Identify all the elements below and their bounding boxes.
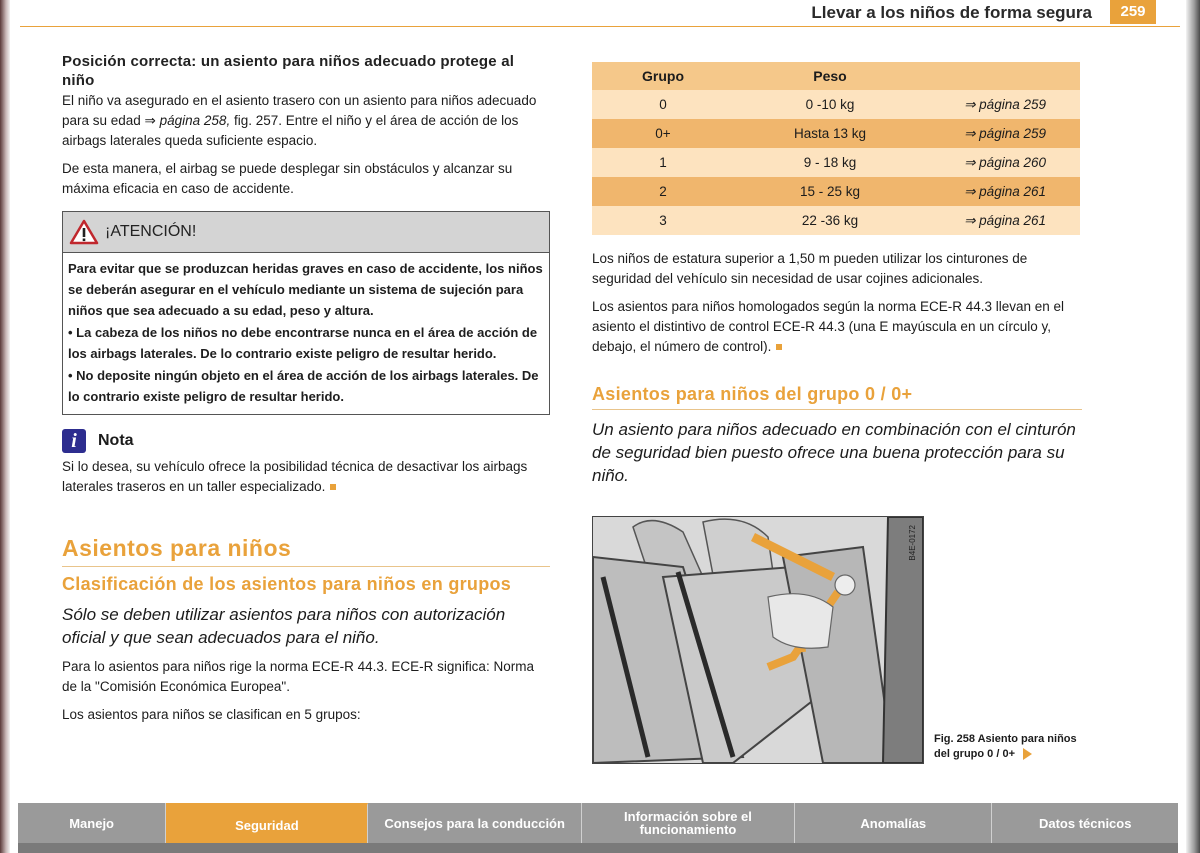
- page-reference-link[interactable]: ⇒ página 261: [926, 177, 1080, 206]
- rear-seat-child-seat-illustration: [593, 517, 923, 763]
- column-header: Peso: [734, 62, 926, 90]
- position-paragraph: [62, 91, 550, 151]
- note-header: [62, 429, 550, 453]
- note-title: Nota: [98, 432, 134, 449]
- lead-paragraph: Sólo se deben utilizar asientos para niños con autorización oficial y que sean adecuados para el niño.: [62, 605, 506, 647]
- right-column: [592, 62, 1082, 760]
- table-row: [592, 90, 1080, 119]
- norm-paragraph: Para lo asientos para niños rige la norma ECE-R 44.3. ECE-R significa: Norma de la "Comisión Económica Europea".: [62, 659, 534, 694]
- group-cell: 2: [592, 177, 734, 206]
- column-header: Grupo: [592, 62, 734, 90]
- warning-title: ¡ATENCIÓN!: [105, 223, 197, 240]
- tab-datos-tecnicos[interactable]: Datos técnicos: [1038, 815, 1132, 831]
- page-reference-link[interactable]: ⇒ página 261: [926, 206, 1080, 235]
- figure-illustration: [592, 516, 924, 764]
- warning-bullet: • La cabeza de los niños no debe encontrarse nunca en el área de acción de los airbags laterales. De lo contrario existe peligro de resultar herido.: [68, 325, 538, 361]
- warning-body: [63, 253, 549, 414]
- section-title: Asientos para niños: [62, 535, 292, 561]
- tab-manejo[interactable]: Manejo: [18, 803, 166, 843]
- text-run: Los asientos para niños homologados según la norma ECE-R 44.3 llevan en el asiento el distintivo de control ECE-R 44.3 (una E mayúscula en un círculo y, debajo, el número de control).: [592, 299, 1065, 354]
- table-row: [592, 177, 1080, 206]
- text-run: El niño va asegurado en el asiento trasero con un asiento para niños adecuado para su edad ⇒: [62, 93, 537, 128]
- weight-cell: 9 - 18 kg: [734, 148, 926, 177]
- text-run: fig. 257. Entre el niño y el área de acción de los airbags laterales queda suficiente espacio.: [62, 113, 519, 148]
- weight-cell: 15 - 25 kg: [734, 177, 926, 206]
- groups-table: [592, 62, 1080, 235]
- page-reference-link[interactable]: ⇒ página 260: [926, 148, 1080, 177]
- page-reference-link[interactable]: página 258,: [159, 113, 231, 128]
- airbag-paragraph: De esta manera, el airbag se puede desplegar sin obstáculos y alcanzar su máxima eficacia en caso de accidente.: [62, 161, 513, 196]
- subsection-title: Clasificación de los asientos para niños en grupos: [62, 566, 550, 595]
- page-binding-left: [0, 0, 10, 853]
- end-marker-icon: [776, 344, 782, 350]
- group-cell: 1: [592, 148, 734, 177]
- group-section-title: Asientos para niños del grupo 0 / 0+: [592, 383, 1082, 410]
- note-text: Si lo desea, su vehículo ofrece la posibilidad técnica de desactivar los airbags laterales traseros en un taller especializado.: [62, 459, 528, 494]
- chapter-title: Llevar a los niños de forma segura: [811, 3, 1092, 22]
- warning-triangle-icon: [69, 219, 99, 245]
- figure-tag: B4E-0172: [908, 525, 917, 561]
- warning-bullet: • No deposite ningún objeto en el área de acción de los airbags laterales. De lo contrario existe peligro de resultar herido.: [68, 368, 539, 404]
- weight-cell: Hasta 13 kg: [734, 119, 926, 148]
- page-header: [20, 0, 1180, 27]
- footer-nav: [18, 803, 1178, 843]
- table-row: [592, 119, 1080, 148]
- figure-caption-text: Fig. 258 Asiento para niños del grupo 0 / 0+: [934, 733, 1077, 760]
- groups-paragraph: Los asientos para niños se clasifican en 5 grupos:: [62, 707, 361, 722]
- end-marker-icon: [330, 484, 336, 490]
- warning-text: Para evitar que se produzcan heridas graves en caso de accidente, los niños se deberán asegurar en el vehículo mediante un sistema de sujeción para niños que sea adecuado a su edad, peso y altura.: [68, 261, 543, 318]
- tab-consejos[interactable]: Consejos para la conducción: [368, 803, 581, 843]
- note-paragraph: [62, 457, 550, 497]
- continue-arrow-icon: [1023, 748, 1032, 760]
- page-number: 259: [1110, 0, 1156, 24]
- weight-cell: 0 -10 kg: [734, 90, 926, 119]
- left-column: [62, 52, 550, 733]
- figure-caption: [934, 732, 1084, 762]
- position-heading: Posición correcta: un asiento para niños adecuado protege al niño: [62, 53, 515, 89]
- tab-seguridad[interactable]: Seguridad: [166, 803, 368, 845]
- tab-informacion[interactable]: Información sobre el funcionamiento: [582, 803, 795, 843]
- table-header-row: [592, 62, 1080, 90]
- tab-anomalias[interactable]: Anomalías: [795, 803, 992, 843]
- column-header: [926, 62, 1080, 90]
- group-cell: 0+: [592, 119, 734, 148]
- page-reference-link[interactable]: ⇒ página 259: [926, 119, 1080, 148]
- group-lead-paragraph: Un asiento para niños adecuado en combinación con el cinturón de seguridad bien puesto ofrece una buena protección para su niño.: [592, 420, 1076, 485]
- info-icon: i: [62, 429, 86, 453]
- homologation-paragraph: [592, 297, 1082, 357]
- weight-cell: 22 -36 kg: [734, 206, 926, 235]
- group-cell: 3: [592, 206, 734, 235]
- page-binding-right: [1186, 0, 1200, 853]
- warning-box: [62, 211, 550, 415]
- height-paragraph: Los niños de estatura superior a 1,50 m pueden utilizar los cinturones de seguridad del vehículo sin necesidad de usar cojines adicionales.: [592, 251, 1028, 286]
- page-reference-link[interactable]: ⇒ página 259: [926, 90, 1080, 119]
- warning-header: [63, 212, 549, 253]
- table-row: [592, 148, 1080, 177]
- group-cell: 0: [592, 90, 734, 119]
- bottom-edge: [18, 843, 1178, 853]
- table-row: [592, 206, 1080, 235]
